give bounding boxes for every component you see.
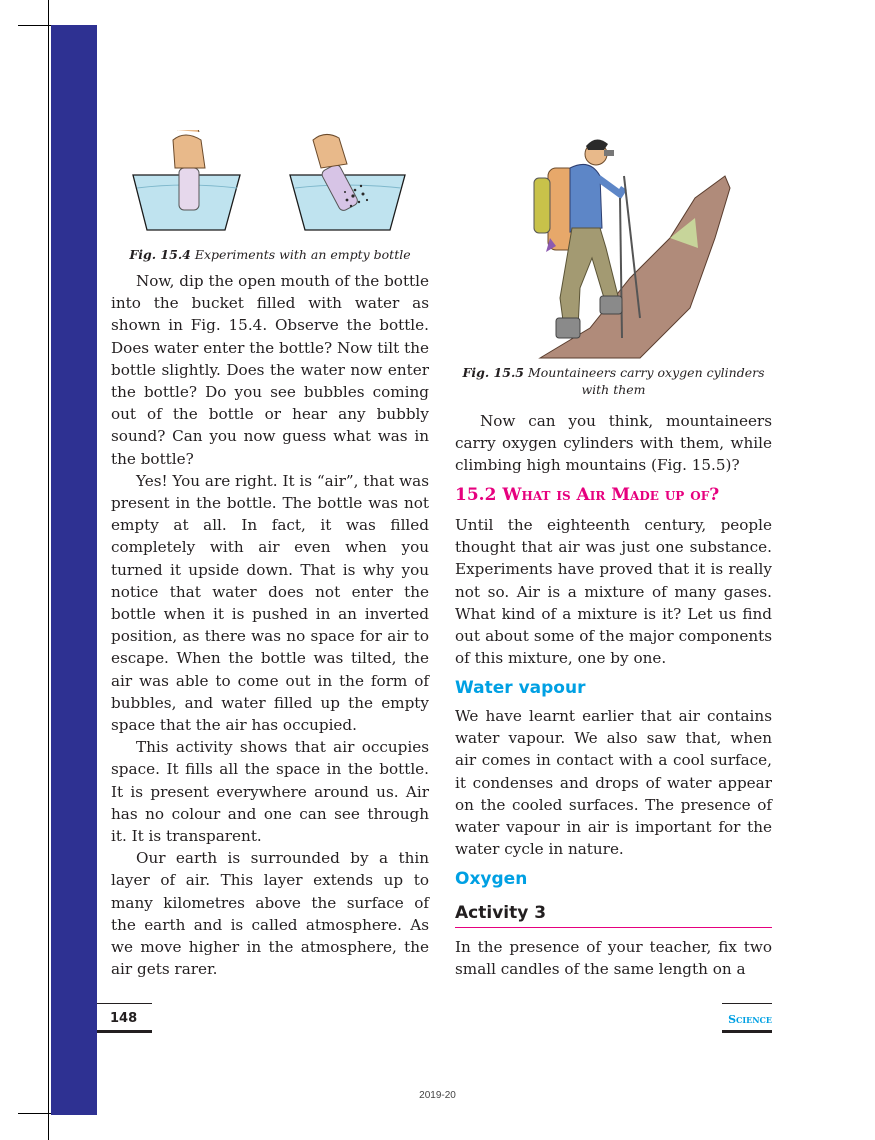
right-paragraph-2: Until the eighteenth century, people thought that air was just one substance. Experiments have proved that it is really not so. Air is a mixture of many gases. What kind of a mixture is it? Let us find out about some of the major components of this mixture, one by one. xyxy=(455,516,772,668)
left-paragraph-4: Our earth is surrounded by a thin layer of air. This layer extends up to many kilometres above the surface of the earth and is called atmosphere. As we move higher in the atmosphere, the air gets rarer. xyxy=(111,849,429,979)
left-text-column xyxy=(111,270,429,981)
figure-15-4-caption xyxy=(111,246,429,263)
page-number: 148 xyxy=(97,1003,152,1033)
left-paragraph-2: Yes! You are right. It is “air”, that was present in the bottle. The bottle was not empty at all. In fact, it was filled completely with air even when you turned it upside down. That is why you notice that water does not enter the bottle when it is pushed in an inverted position, as there was no space for air to escape. When the bottle was tilted, the air was able to come out in the form of bubbles, and water filled up the empty space that the air has occupied. xyxy=(111,471,429,735)
figure-15-5-label: Fig. 15.5 xyxy=(462,365,524,380)
edition-year: 2019-20 xyxy=(419,1090,456,1101)
section-title: What is Air Made up of? xyxy=(502,485,720,505)
water-vapour-block xyxy=(455,705,772,860)
crop-mark-bottom xyxy=(18,1113,52,1114)
oxygen-heading: Oxygen xyxy=(455,869,528,889)
activity-heading: Activity 3 xyxy=(455,903,772,928)
figure-15-4-label: Fig. 15.4 xyxy=(129,247,191,262)
section-heading xyxy=(455,485,775,505)
right-intro-block xyxy=(455,410,772,477)
activity-block xyxy=(455,936,772,980)
figure-15-5-caption-line2: with them xyxy=(581,382,646,397)
figure-15-5-illustration xyxy=(520,128,735,363)
figure-15-5-caption-line1: Mountaineers carry oxygen cylinders xyxy=(527,365,765,380)
right-paragraph-3: We have learnt earlier that air contains water vapour. We also saw that, when air comes in contact with a cool surface, it condenses and drops of water appear on the cooled surfaces. The presence of water vapour in air is important for the water cycle in nature. xyxy=(455,707,772,859)
right-section-block xyxy=(455,514,772,669)
figure-15-5-caption xyxy=(455,364,772,398)
figure-15-4-caption-text: Experiments with an empty bottle xyxy=(194,247,411,262)
left-paragraph-3: This activity shows that air occupies space. It fills all the space in the bottle. It is present everywhere around us. Air has no colour and one can see through it. It is transparent. xyxy=(111,738,429,846)
section-number: 15.2 xyxy=(455,485,497,505)
crop-mark-vertical xyxy=(48,0,49,1140)
page-sidebar-band xyxy=(51,25,97,1115)
right-paragraph-4: In the presence of your teacher, fix two small candles of the same length on a xyxy=(455,938,772,979)
book-title: Science xyxy=(722,1003,772,1033)
water-vapour-heading: Water vapour xyxy=(455,678,586,698)
crop-mark-top xyxy=(18,25,52,26)
left-paragraph-1: Now, dip the open mouth of the bottle into the bucket filled with water as shown in Fig. 15.4. Observe the bottle. Does water enter the bottle? Now tilt the bottle slightly. Does the water now enter the bottle? Do you see bubbles coming out of the bottle or hear any bubbly sound? Can you now guess what was in the bottle? xyxy=(111,272,429,468)
figure-15-4-illustration xyxy=(125,130,425,240)
right-paragraph-1: Now can you think, mountaineers carry oxygen cylinders with them, while climbing high mountains (Fig. 15.5)? xyxy=(455,412,772,475)
